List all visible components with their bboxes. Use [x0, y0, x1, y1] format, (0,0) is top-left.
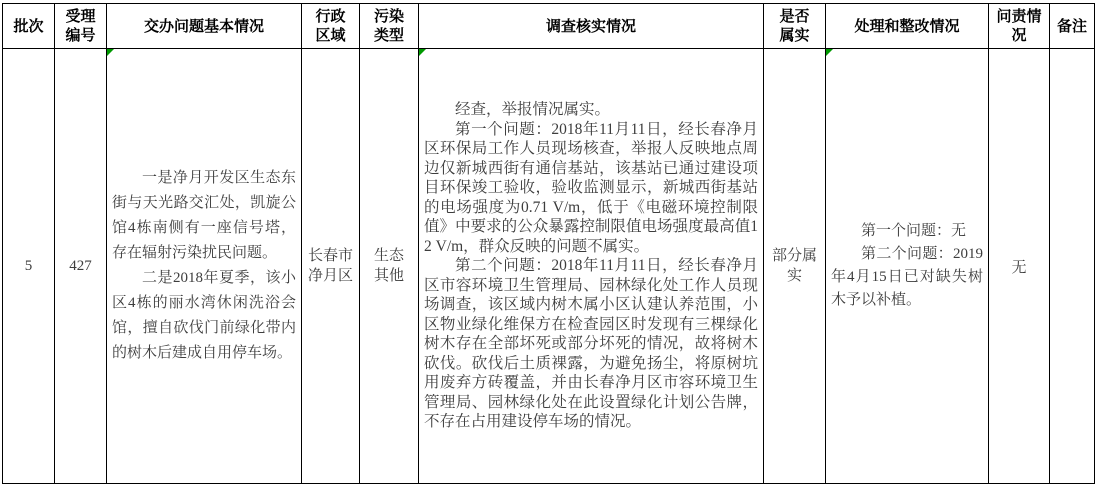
- handling-paragraph: 第一个问题：无: [861, 223, 967, 239]
- cell-error-flag-icon: [107, 49, 114, 56]
- investigation-paragraph: 经查，举报情况属实。: [455, 101, 611, 119]
- table-header-row: [3, 4, 1095, 49]
- investigation-paragraph: 第二个问题：2018年11月11日，经长春净月区市容环境卫生管理局、园林绿化处工作人员现场调查，该区域内树木属小区认建认养范围，小区物业绿化维保方在检查园区时发现有三棵绿化树木存在全部坏死或部分坏死的情况，故将树木砍伐。砍伐后土质裸露，为避免扬尘，将原树坑用废弃方砖覆盖，并由长春净月区市容环境卫生管理局、园林绿化处在此设置绿化计划公告牌，不存在占用建设停车场的情况。: [424, 257, 758, 431]
- cell-investigation: [419, 49, 764, 484]
- cell-region-value: 长春市净月区: [307, 248, 353, 284]
- cell-verified: [764, 49, 826, 484]
- complaint-handling-table: [2, 3, 1095, 484]
- cell-region: [302, 49, 360, 484]
- problem-paragraph: 二是2018年夏季，该小区4栋的丽水湾休闲洗浴会馆，擅自砍伐门前绿化带内的树木后建成自用停车场。: [112, 270, 296, 361]
- handling-paragraph: 第二个问题：2019年4月15日已对缺失树木予以补植。: [831, 246, 983, 308]
- header-region: [302, 4, 360, 49]
- cell-verified-value: 部分属实: [771, 248, 817, 284]
- header-problem: 交办问题基本情况: [107, 4, 302, 49]
- cell-accountability: 无: [989, 49, 1050, 484]
- header-verified-label: 是否属实: [779, 8, 810, 44]
- investigation-paragraph: 第一个问题：2018年11月11日，经长春净月区环保局工作人员现场核查，举报人反映地点周边仅新城西街有通信基站，该基站已通过建设项目环保竣工验收，验收监测显示，新城西街基站的电场强度为0.71 V/m，低于《电磁环境控制限值》中要求的公众暴露控制限值电场强度最高值12 V/m，群众反映的问题不属实。: [424, 120, 758, 255]
- header-pollution-type-label: 污染类型: [373, 8, 404, 44]
- problem-paragraph: 一是净月开发区生态东街与天光路交汇处，凯旋公馆4栋南侧有一座信号塔，存在辐射污染扰民问题。: [112, 170, 296, 261]
- cell-error-flag-icon: [826, 49, 833, 56]
- header-case-no: [55, 4, 107, 49]
- header-investigation: 调查核实情况: [419, 4, 764, 49]
- header-accountability-label: 问责情况: [996, 8, 1042, 44]
- header-case-no-label: 受理编号: [65, 8, 96, 44]
- cell-error-flag-icon: [419, 49, 426, 56]
- header-verified: [764, 4, 826, 49]
- cell-batch: 5: [3, 49, 55, 484]
- table-row: [3, 49, 1095, 484]
- header-accountability: [989, 4, 1050, 49]
- cell-remark: [1050, 49, 1095, 484]
- header-region-label: 行政区域: [315, 8, 346, 44]
- cell-pollution-type: [360, 49, 419, 484]
- cell-case-no: 427: [55, 49, 107, 484]
- header-remark: 备注: [1050, 4, 1095, 49]
- header-batch: 批次: [3, 4, 55, 49]
- header-handling: 处理和整改情况: [826, 4, 989, 49]
- header-pollution-type: [360, 4, 419, 49]
- cell-problem: [107, 49, 302, 484]
- cell-handling: [826, 49, 989, 484]
- cell-pollution-type-value: 生态其他: [373, 248, 404, 284]
